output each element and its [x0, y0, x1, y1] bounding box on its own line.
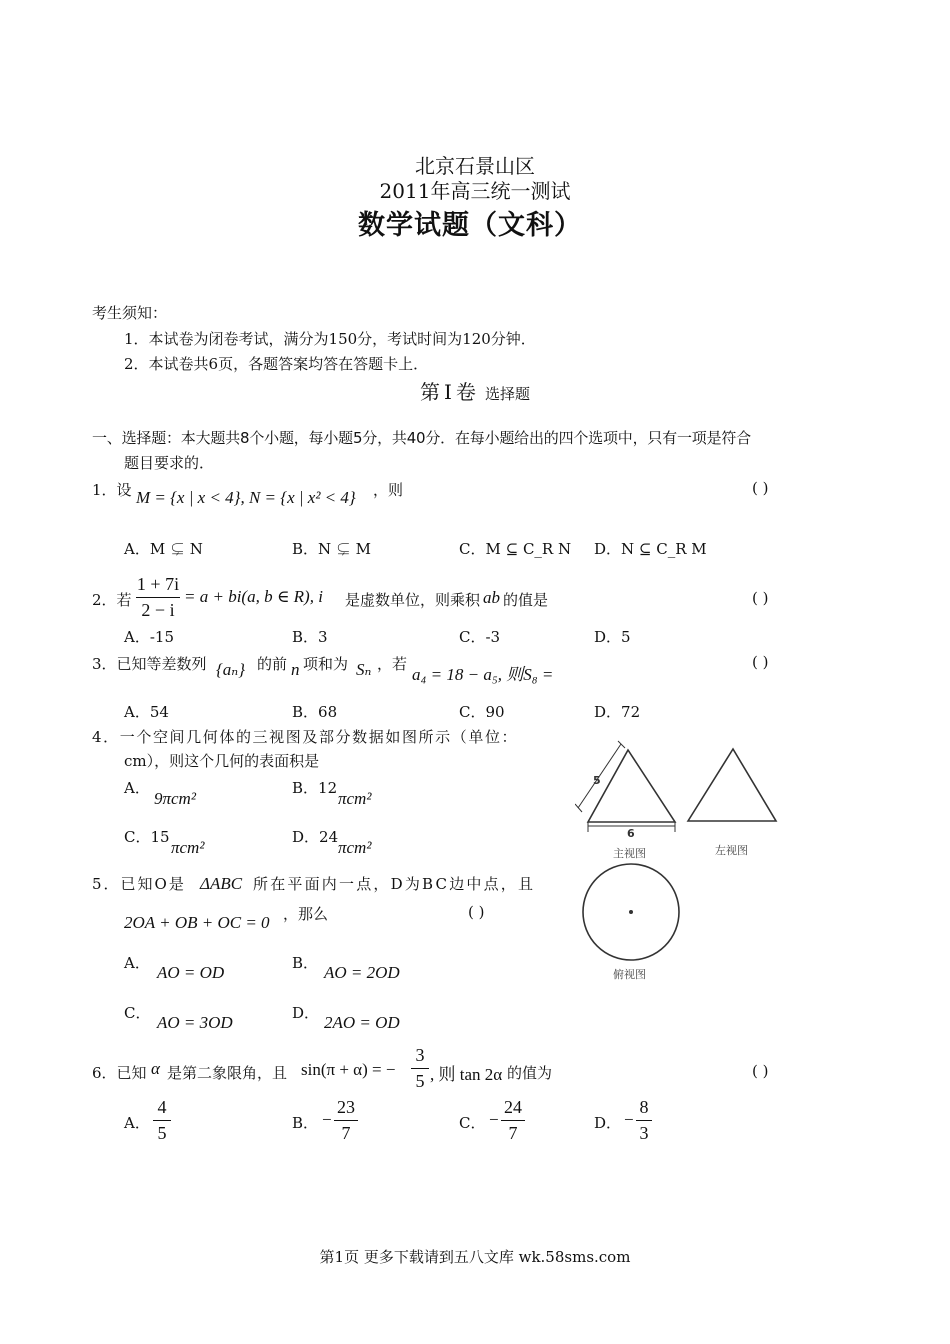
q1-number: 1．设 — [92, 481, 132, 499]
q5-tail: ，那么 — [283, 905, 329, 923]
q1-answer-paren[interactable]: ( ) — [752, 479, 769, 497]
top-view-center — [629, 910, 633, 914]
q4-option-c-value: πcm² — [171, 838, 205, 857]
q6-option-b-sign: − — [322, 1110, 332, 1129]
q6-option-d-fraction — [636, 1097, 652, 1144]
q1-option-b[interactable]: B．N ⊊ M — [292, 540, 372, 558]
q4-option-c-label[interactable]: C．15 — [124, 828, 170, 846]
q3-text-2: 的前 — [257, 655, 288, 673]
q4-option-b-label[interactable]: B．12 — [292, 779, 338, 797]
q6-option-a-label[interactable]: A． — [124, 1114, 150, 1132]
dim-slant-label: 5 — [593, 774, 601, 787]
q5-option-c-value: AO = 3OD — [157, 1013, 233, 1032]
q6-text-1: 6．已知 — [92, 1064, 147, 1082]
q3-option-d[interactable]: D．72 — [594, 703, 641, 721]
section-heading — [0, 376, 950, 405]
side-view-label: 左视图 — [715, 844, 748, 857]
q6-option-b-fraction — [334, 1097, 358, 1144]
q6-option-d-bar — [636, 1120, 652, 1121]
q4-option-b-value: πcm² — [338, 789, 372, 808]
q6-frac-num: 3 — [415, 1045, 425, 1065]
q2-fraction — [136, 574, 180, 621]
q3-sn: Sₙ — [356, 660, 372, 679]
q6-text-2: 是第二象限角，且 — [167, 1064, 288, 1082]
q5-line-1a: 5．已知O是 — [92, 875, 186, 893]
q6-option-d-label[interactable]: D． — [594, 1114, 622, 1132]
q2-frac-num: 1 + 7i — [136, 574, 180, 594]
q6-option-a-bar — [153, 1120, 171, 1121]
q3-option-a[interactable]: A．54 — [124, 703, 169, 721]
q2-frac-bar — [136, 597, 180, 598]
q2-ab: ab — [483, 588, 500, 607]
q6-option-a-num: 4 — [157, 1097, 167, 1117]
q3-n: n — [291, 660, 300, 679]
q4-option-a-label[interactable]: A． — [124, 779, 150, 797]
part1-instruction-cont: 题目要求的． — [124, 454, 215, 472]
front-slant-tick-a — [575, 804, 582, 812]
q4-line-2: cm），则这个几何的表面积是 — [124, 752, 320, 770]
q5-line-1b: 所在平面内一点，D为BC边中点，且 — [253, 875, 536, 893]
q1-option-a[interactable]: A．M ⊊ N — [124, 540, 203, 558]
q2-frac-den: 2 − i — [141, 600, 175, 620]
q5-option-d-value: 2AO = OD — [324, 1013, 400, 1032]
q6-option-b-num: 23 — [337, 1097, 355, 1117]
q6-fraction — [411, 1045, 429, 1092]
q6-option-b-bar — [334, 1120, 358, 1121]
q2-option-d[interactable]: D．5 — [594, 628, 631, 646]
q6-answer-paren[interactable]: ( ) — [752, 1062, 769, 1080]
q6-tail: 的值为 — [507, 1064, 553, 1082]
q3-expression: a₄ = 18 − a₅, 则S₈ = — [412, 665, 554, 684]
q3-answer-paren[interactable]: ( ) — [752, 653, 769, 671]
q6-expression-2: , 则 tan 2α — [430, 1065, 503, 1084]
q4-line-1: 4．一个空间几何体的三视图及部分数据如图所示（单位： — [92, 728, 519, 746]
dim-base-label: 6 — [627, 827, 635, 840]
q5-option-a-label[interactable]: A． — [124, 954, 150, 972]
subject-title: 数学试题（文科） — [358, 210, 582, 241]
q5-option-b-label[interactable]: B． — [292, 954, 319, 972]
q6-alpha: α — [151, 1059, 160, 1078]
q4-option-a-value: 9πcm² — [154, 789, 196, 808]
q2-number: 2．若 — [92, 591, 132, 609]
q6-option-a-den: 5 — [157, 1123, 167, 1143]
q3-sequence: {aₙ} — [216, 660, 245, 679]
q5-option-b-value: AO = 2OD — [324, 963, 400, 982]
part1-instruction: 一、选择题：本大题共8个小题，每小题5分，共40分．在每小题给出的四个选项中，只有一项是符合 — [92, 429, 751, 447]
section-title: 第Ⅰ卷 — [419, 380, 480, 404]
q1-option-c[interactable]: C．M ⊆ C_R N — [459, 540, 572, 558]
q3-text-1: 3．已知等差数列 — [92, 655, 207, 673]
three-view-figure — [575, 740, 790, 985]
q5-expression: 2OA + OB + OC = 0 — [124, 913, 270, 932]
q3-text-4: ，若 — [377, 655, 408, 673]
q6-option-a-fraction — [153, 1097, 171, 1144]
q2-expression: = a + bi(a, b ∈ R), i — [184, 587, 323, 606]
front-view-label: 主视图 — [613, 847, 646, 860]
q6-option-b-den: 7 — [341, 1123, 351, 1143]
q2-option-c[interactable]: C．-3 — [459, 628, 501, 646]
region-title: 北京石景山区 — [415, 154, 535, 178]
q2-option-b[interactable]: B．3 — [292, 628, 328, 646]
q6-option-c-num: 24 — [504, 1097, 522, 1117]
q2-end: 的值是 — [503, 591, 549, 609]
q1-expression: M = {x | x < 4}, N = {x | x² < 4} — [136, 488, 356, 507]
notice-item-1: 1．本试卷为闭卷考试，满分为150分，考试时间为120分钟． — [124, 330, 536, 348]
q4-option-d-value: πcm² — [338, 838, 372, 857]
exam-title: 2011年高三统一测试 — [379, 179, 571, 203]
q3-option-b[interactable]: B．68 — [292, 703, 338, 721]
q6-option-c-sign: − — [489, 1110, 499, 1129]
q5-triangle: ΔABC — [200, 874, 243, 893]
q6-option-b-label[interactable]: B． — [292, 1114, 319, 1132]
q6-option-c-den: 7 — [508, 1123, 518, 1143]
q6-option-d-num: 8 — [639, 1097, 649, 1117]
page-footer: 第1页 更多下载请到五八文库 wk.58sms.com — [319, 1248, 631, 1266]
q5-option-a-value: AO = OD — [157, 963, 225, 982]
q2-tail: 是虚数单位，则乘积 — [345, 591, 481, 609]
side-view-triangle — [688, 749, 776, 821]
q6-option-d-den: 3 — [639, 1123, 649, 1143]
q6-expression: sin(π + α) = − — [301, 1060, 396, 1079]
q3-text-3: 项和为 — [303, 655, 349, 673]
notice-heading: 考生须知： — [92, 304, 168, 322]
q6-option-c-fraction — [501, 1097, 525, 1144]
q4-option-d-label[interactable]: D．24 — [292, 828, 339, 846]
q2-answer-paren[interactable]: ( ) — [752, 589, 769, 607]
q6-frac-den: 5 — [415, 1071, 425, 1091]
q5-answer-paren[interactable]: ( ) — [468, 903, 485, 921]
q3-option-c[interactable]: C．90 — [459, 703, 505, 721]
q5-option-d-label[interactable]: D． — [292, 1004, 320, 1022]
section-subtitle: 选择题 — [484, 385, 530, 403]
q2-option-a[interactable]: A．-15 — [124, 628, 174, 646]
q6-option-c-bar — [501, 1120, 525, 1121]
top-view-label: 俯视图 — [613, 968, 646, 981]
q1-option-d[interactable]: D．N ⊆ C_R M — [594, 540, 707, 558]
front-view — [575, 741, 675, 832]
q1-tail: ，则 — [373, 481, 404, 499]
q6-option-c-label[interactable]: C． — [459, 1114, 486, 1132]
q6-frac-bar — [411, 1068, 429, 1069]
q6-option-d-sign: − — [624, 1110, 634, 1129]
notice-item-2: 2．本试卷共6页，各题答案均答在答题卡上． — [124, 355, 429, 373]
q5-option-c-label[interactable]: C． — [124, 1004, 151, 1022]
front-view-triangle — [588, 750, 675, 822]
